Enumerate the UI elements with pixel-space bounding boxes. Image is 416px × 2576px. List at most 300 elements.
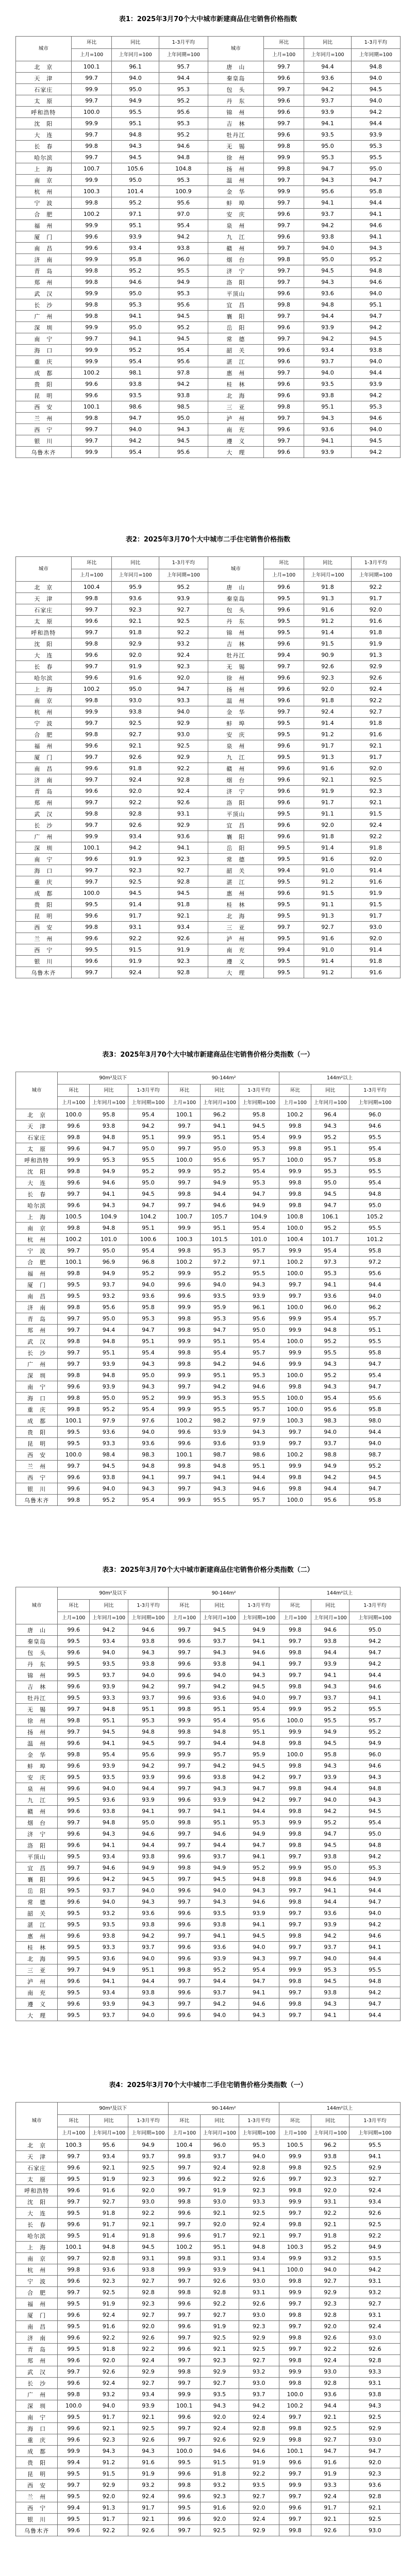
- city-name: 西 宁: [16, 2502, 58, 2514]
- city-name: 大 连: [16, 129, 72, 141]
- table-row: [16, 1166, 401, 1177]
- index-value: 99.7: [58, 2196, 90, 2208]
- index-value: 99.6: [169, 2344, 201, 2355]
- index-value: 94.1: [112, 333, 159, 345]
- index-value: 93.8: [304, 231, 351, 243]
- table-row: [16, 1449, 401, 1461]
- index-value: 94.4: [311, 2400, 350, 2412]
- index-value: 94.9: [311, 1726, 350, 1738]
- index-value: 92.0: [311, 2185, 350, 2196]
- index-value: 91.6: [90, 2321, 128, 2332]
- index-value: 95.4: [350, 1143, 401, 1155]
- index-value: 92.5: [159, 616, 208, 627]
- index-value: 99.6: [169, 1942, 201, 1953]
- index-value: 94.8: [201, 1726, 239, 1738]
- index-value: 95.8: [350, 1245, 401, 1257]
- index-value: 92.4: [201, 2162, 239, 2174]
- index-value: 92.9: [239, 2434, 279, 2446]
- city-name: 深 圳: [16, 1370, 58, 1381]
- city-name: 北 海: [208, 910, 263, 922]
- index-value: 93.6: [90, 2264, 128, 2276]
- index-value: 92.5: [201, 2332, 239, 2344]
- header-mom: 环比: [169, 1600, 201, 1612]
- index-value: 99.6: [263, 888, 304, 899]
- index-value: 96.0: [311, 1302, 350, 1313]
- index-value: 95.3: [159, 118, 208, 129]
- index-value: 94.7: [304, 163, 351, 175]
- index-value: 92.9: [350, 2162, 401, 2174]
- index-value: 93.9: [304, 107, 351, 118]
- header-avg: 1-3月平均: [128, 1084, 168, 1097]
- index-value: 95.3: [311, 1964, 350, 1976]
- index-value: 95.0: [350, 1624, 401, 1636]
- index-value: 100.2: [71, 209, 112, 220]
- index-value: 92.4: [351, 820, 400, 831]
- index-value: 94.8: [239, 1874, 279, 1885]
- index-value: 99.6: [58, 1760, 90, 1772]
- index-value: 100.0: [279, 2389, 311, 2400]
- index-value: 99.6: [263, 424, 304, 435]
- city-name: 唐 山: [208, 582, 263, 593]
- index-value: 99.7: [279, 1658, 311, 1670]
- index-value: 99.5: [263, 854, 304, 865]
- table-row: [16, 1749, 401, 1760]
- index-value: 99.8: [279, 2525, 311, 2536]
- index-value: 100.0: [58, 1109, 90, 1121]
- index-value: 100.1: [71, 401, 112, 413]
- city-name: 南 宁: [16, 854, 72, 865]
- index-value: 92.4: [90, 2310, 128, 2321]
- index-value: 93.2: [90, 1291, 128, 1302]
- city-name: 昆 明: [16, 1438, 58, 1449]
- city-name: 西 安: [16, 1449, 58, 1461]
- index-value: 95.4: [350, 1177, 401, 1189]
- index-value: 99.6: [58, 1483, 90, 1495]
- index-value: 100.2: [279, 1449, 311, 1461]
- index-value: 92.1: [112, 740, 159, 752]
- header-last-year-period: 上年同期=100: [351, 49, 400, 61]
- index-value: 99.7: [169, 1177, 201, 1189]
- index-value: 99.6: [263, 820, 304, 831]
- table-row: [16, 1257, 401, 1268]
- index-value: 94.8: [90, 1370, 128, 1381]
- index-value: 99.6: [169, 1851, 201, 1862]
- index-value: 100.1: [169, 2400, 201, 2412]
- index-value: 95.6: [90, 1302, 128, 1313]
- index-value: 96.1: [239, 1302, 279, 1313]
- index-value: 95.1: [239, 1461, 279, 1472]
- index-value: 91.2: [304, 876, 351, 888]
- index-value: 95.0: [351, 163, 400, 175]
- city-name: 厦 门: [16, 1279, 58, 1291]
- index-value: 94.2: [201, 1359, 239, 1370]
- table-row: [16, 638, 401, 650]
- index-value: 99.5: [58, 1987, 90, 1998]
- index-value: 91.8: [304, 582, 351, 593]
- index-value: 99.8: [279, 2276, 311, 2287]
- index-value: 94.1: [304, 197, 351, 209]
- table-row: [16, 1415, 401, 1427]
- city-name: 西 宁: [16, 944, 72, 956]
- index-value: 99.6: [71, 854, 112, 865]
- index-value: 99.6: [263, 695, 304, 706]
- header-group-medium: 90-144m²: [169, 1587, 279, 1600]
- table-row: [16, 1998, 401, 2010]
- city-name: 金 华: [208, 186, 263, 197]
- index-value: 99.9: [71, 345, 112, 356]
- index-value: 94.3: [128, 1998, 168, 2010]
- index-value: 95.3: [239, 1817, 279, 1828]
- index-value: 94.1: [311, 1279, 350, 1291]
- index-value: 95.1: [112, 220, 159, 231]
- city-name: 吉 林: [208, 118, 263, 129]
- index-value: 93.8: [90, 1806, 128, 1817]
- index-value: 99.7: [279, 1953, 311, 1964]
- header-mom: 环比: [58, 2115, 90, 2127]
- city-name: 沈 阳: [16, 638, 72, 650]
- index-value: 92.2: [112, 797, 159, 808]
- table-row: [16, 1942, 401, 1953]
- index-value: 94.7: [350, 1998, 401, 2010]
- index-value: 93.9: [311, 1658, 350, 1670]
- index-value: 99.5: [58, 2321, 90, 2332]
- table-row: [16, 1817, 401, 1828]
- index-value: 93.6: [128, 1438, 168, 1449]
- index-value: 94.4: [239, 1472, 279, 1483]
- index-value: 99.8: [169, 1817, 201, 1828]
- city-name: 上 海: [16, 163, 72, 175]
- index-value: 94.9: [311, 1461, 350, 1472]
- header-avg: 1-3月平均: [128, 1600, 168, 1612]
- index-value: 99.6: [169, 1636, 201, 1647]
- index-value: 98.2: [201, 1415, 239, 1427]
- table-row: [16, 2491, 401, 2502]
- index-value: 94.3: [112, 141, 159, 152]
- index-value: 95.2: [311, 1223, 350, 1234]
- header-yoy: 同比: [311, 1600, 350, 1612]
- index-value: 99.7: [58, 2366, 90, 2378]
- index-value: 99.5: [58, 2010, 90, 2021]
- index-value: 94.2: [112, 842, 159, 854]
- city-name: 牡丹江: [208, 129, 263, 141]
- index-value: 99.5: [58, 2174, 90, 2185]
- index-value: 94.9: [90, 1166, 128, 1177]
- index-value: 94.2: [201, 1381, 239, 1393]
- index-value: 98.5: [159, 401, 208, 413]
- index-value: 91.4: [112, 899, 159, 910]
- index-value: 99.6: [279, 2502, 311, 2514]
- index-value: 93.5: [350, 2253, 401, 2264]
- index-value: 95.3: [159, 175, 208, 186]
- city-name: 赣 州: [208, 243, 263, 254]
- index-value: 94.3: [311, 1359, 350, 1370]
- city-name: 锦 州: [16, 1670, 58, 1681]
- city-name: 南 宁: [16, 2412, 58, 2423]
- city-name: 泸 州: [208, 413, 263, 424]
- index-value: 93.7: [128, 1942, 168, 1953]
- index-value: 99.8: [279, 1681, 311, 1692]
- index-value: 93.8: [90, 1472, 128, 1483]
- city-name: 三 亚: [16, 1964, 58, 1976]
- index-value: 94.6: [311, 1624, 350, 1636]
- city-name: 乌鲁木齐: [16, 447, 72, 458]
- city-name: 太 原: [16, 616, 72, 627]
- index-value: 93.9: [239, 1908, 279, 1919]
- index-value: 92.1: [311, 2412, 350, 2423]
- index-value: 99.7: [263, 243, 304, 254]
- index-value: 91.5: [351, 899, 400, 910]
- index-value: 91.6: [90, 2185, 128, 2196]
- index-value: 92.6: [128, 2434, 168, 2446]
- index-value: 94.0: [128, 1427, 168, 1438]
- index-value: 99.8: [58, 1393, 90, 1404]
- index-value: 91.2: [304, 729, 351, 740]
- city-name: 呼和浩特: [16, 107, 72, 118]
- index-value: 95.5: [350, 1336, 401, 1347]
- index-value: 95.5: [350, 1704, 401, 1715]
- index-value: 91.4: [90, 2230, 128, 2242]
- index-value: 91.2: [304, 616, 351, 627]
- index-value: 91.8: [351, 956, 400, 967]
- index-value: 99.8: [279, 1738, 311, 1749]
- index-value: 99.6: [263, 209, 304, 220]
- city-name: 扬 州: [16, 1726, 58, 1738]
- city-name: 济 宁: [16, 1828, 58, 1840]
- index-value: 91.6: [304, 604, 351, 616]
- city-name: 福 州: [16, 220, 72, 231]
- index-value: 99.6: [169, 1279, 201, 1291]
- index-value: 99.7: [169, 1624, 201, 1636]
- header-last-year-period: 上年同期=100: [350, 1097, 401, 1109]
- city-name: 包 头: [16, 1647, 58, 1658]
- city-name: 岳 阳: [208, 842, 263, 854]
- index-value: 99.7: [169, 1381, 201, 1393]
- city-name: 温 州: [16, 1738, 58, 1749]
- city-name: 宜 昌: [208, 299, 263, 311]
- index-value: 99.5: [58, 2298, 90, 2310]
- index-value: 94.2: [351, 322, 400, 333]
- city-name: 广 州: [16, 2389, 58, 2400]
- index-value: 92.6: [350, 2344, 401, 2355]
- index-value: 99.9: [279, 1726, 311, 1738]
- index-value: 91.4: [304, 842, 351, 854]
- index-value: 99.7: [169, 1681, 201, 1692]
- index-value: 93.0: [350, 2434, 401, 2446]
- index-value: 99.6: [58, 1930, 90, 1942]
- index-value: 99.7: [58, 1347, 90, 1359]
- index-value: 93.9: [90, 1760, 128, 1772]
- index-value: 95.5: [128, 1155, 168, 1166]
- index-value: 93.9: [311, 1772, 350, 1783]
- city-name: 烟 台: [208, 254, 263, 265]
- index-value: 93.0: [350, 2332, 401, 2344]
- index-value: 94.1: [239, 1658, 279, 1670]
- index-value: 94.4: [311, 1896, 350, 1908]
- city-name: 武 汉: [16, 2366, 58, 2378]
- index-value: 94.0: [128, 1885, 168, 1896]
- index-value: 94.0: [159, 706, 208, 718]
- city-name: 北 京: [16, 2140, 58, 2151]
- city-name: 宁 波: [16, 2276, 58, 2287]
- table-row: [16, 1336, 401, 1347]
- index-value: 95.2: [201, 1166, 239, 1177]
- index-value: 99.8: [263, 401, 304, 413]
- city-name: 石家庄: [16, 604, 72, 616]
- index-value: 92.4: [351, 684, 400, 695]
- index-value: 91.5: [112, 944, 159, 956]
- header-city: 城市: [16, 1072, 58, 1109]
- index-value: 99.6: [71, 379, 112, 390]
- index-value: 99.6: [58, 1200, 90, 1211]
- index-value: 92.1: [128, 2412, 168, 2423]
- index-value: 93.2: [159, 638, 208, 650]
- index-value: 94.1: [239, 2264, 279, 2276]
- index-value: 99.7: [279, 1885, 311, 1896]
- index-value: 99.8: [58, 1132, 90, 1143]
- index-value: 91.8: [351, 627, 400, 638]
- index-value: 94.3: [311, 1998, 350, 2010]
- city-name: 南 京: [16, 695, 72, 706]
- index-value: 99.6: [58, 1783, 90, 1794]
- index-value: 94.8: [350, 1189, 401, 1200]
- index-value: 99.6: [169, 2174, 201, 2185]
- index-value: 98.4: [90, 1449, 128, 1461]
- index-value: 99.6: [58, 2219, 90, 2230]
- index-value: 91.9: [112, 854, 159, 865]
- index-value: 95.1: [201, 1370, 239, 1381]
- city-name: 南 充: [208, 944, 263, 956]
- city-name: 海 口: [16, 1393, 58, 1404]
- header-last-month: 上月=100: [263, 49, 304, 61]
- index-value: 95.7: [239, 1245, 279, 1257]
- city-name: 昆 明: [16, 390, 72, 401]
- index-value: 99.5: [263, 967, 304, 978]
- index-value: 93.0: [351, 922, 400, 933]
- index-value: 94.0: [350, 1908, 401, 1919]
- index-value: 93.5: [112, 390, 159, 401]
- index-value: 93.2: [90, 1908, 128, 1919]
- index-value: 99.7: [71, 152, 112, 163]
- index-value: 99.7: [71, 876, 112, 888]
- index-value: 99.7: [169, 2162, 201, 2174]
- index-value: 95.6: [350, 1393, 401, 1404]
- table-row: [16, 95, 401, 107]
- index-value: 94.3: [350, 1772, 401, 1783]
- index-value: 91.7: [90, 2514, 128, 2525]
- index-value: 92.7: [128, 2378, 168, 2389]
- index-value: 99.5: [58, 1279, 90, 1291]
- header-mom: 环比: [169, 2115, 201, 2127]
- index-value: 100.3: [58, 2140, 90, 2151]
- index-value: 94.0: [128, 1953, 168, 1964]
- header-mom: 环比: [263, 37, 304, 49]
- index-value: 92.4: [159, 650, 208, 661]
- table-row: [16, 820, 401, 831]
- index-value: 99.7: [71, 435, 112, 447]
- city-name: 大 连: [16, 1177, 58, 1189]
- index-value: 99.7: [279, 1438, 311, 1449]
- city-name: 岳 阳: [208, 322, 263, 333]
- city-name: 西 安: [16, 922, 72, 933]
- city-name: 牡丹江: [208, 650, 263, 661]
- index-value: 93.6: [128, 1908, 168, 1919]
- index-value: 93.0: [239, 2310, 279, 2321]
- index-value: 91.7: [304, 740, 351, 752]
- index-value: 94.1: [304, 118, 351, 129]
- index-value: 94.7: [239, 1976, 279, 1987]
- index-value: 99.6: [169, 1953, 201, 1964]
- index-value: 93.0: [159, 729, 208, 740]
- index-value: 93.9: [201, 1953, 239, 1964]
- index-value: 94.8: [350, 1783, 401, 1794]
- index-value: 92.7: [112, 729, 159, 740]
- index-value: 99.9: [71, 356, 112, 367]
- index-value: 100.2: [279, 2400, 311, 2412]
- table-row: [16, 265, 401, 277]
- index-value: 95.6: [159, 447, 208, 458]
- index-value: 92.9: [239, 2525, 279, 2536]
- index-value: 94.1: [128, 1472, 168, 1483]
- index-value: 99.7: [58, 1359, 90, 1370]
- index-value: 94.1: [112, 311, 159, 322]
- index-value: 99.5: [263, 842, 304, 854]
- index-value: 92.2: [351, 582, 400, 593]
- index-value: 92.9: [159, 718, 208, 729]
- index-value: 94.8: [350, 1840, 401, 1851]
- city-name: 宜 昌: [208, 820, 263, 831]
- index-value: 94.2: [201, 1760, 239, 1772]
- index-value: 91.3: [90, 2502, 128, 2514]
- index-value: 99.7: [169, 2423, 201, 2434]
- table-row: [16, 1726, 401, 1738]
- index-value: 91.9: [159, 944, 208, 956]
- index-value: 93.5: [90, 1772, 128, 1783]
- index-value: 92.0: [201, 2219, 239, 2230]
- index-value: 92.3: [201, 2355, 239, 2366]
- index-value: 93.6: [90, 1953, 128, 1964]
- index-value: 92.1: [112, 616, 159, 627]
- table-row: [16, 1381, 401, 1393]
- index-value: 101.0: [239, 1234, 279, 1245]
- index-value: 94.0: [201, 1885, 239, 1896]
- index-value: 99.8: [58, 1166, 90, 1177]
- index-value: 99.9: [169, 1370, 201, 1381]
- index-value: 99.6: [58, 1121, 90, 1132]
- index-value: 93.8: [350, 2389, 401, 2400]
- index-value: 95.8: [350, 1404, 401, 1415]
- index-value: 94.1: [90, 1189, 128, 1200]
- index-value: 97.1: [112, 209, 159, 220]
- city-name: 长 春: [16, 1189, 58, 1200]
- index-value: 94.8: [304, 299, 351, 311]
- index-value: 94.2: [128, 1121, 168, 1132]
- table-row: [16, 944, 401, 956]
- table-row: [16, 922, 401, 933]
- index-value: 95.5: [350, 1132, 401, 1143]
- index-value: 94.7: [311, 1200, 350, 1211]
- table-row: [16, 73, 401, 84]
- index-value: 99.9: [169, 1404, 201, 1415]
- index-table: [15, 1072, 401, 1506]
- header-yoy: 同比: [201, 2115, 239, 2127]
- table-row: [16, 2196, 401, 2208]
- header-avg: 1-3月平均: [159, 37, 208, 49]
- index-value: 99.6: [263, 774, 304, 786]
- index-value: 99.8: [71, 197, 112, 209]
- index-value: 99.6: [263, 684, 304, 695]
- index-value: 99.7: [279, 1987, 311, 1998]
- index-value: 104.9: [239, 1211, 279, 1223]
